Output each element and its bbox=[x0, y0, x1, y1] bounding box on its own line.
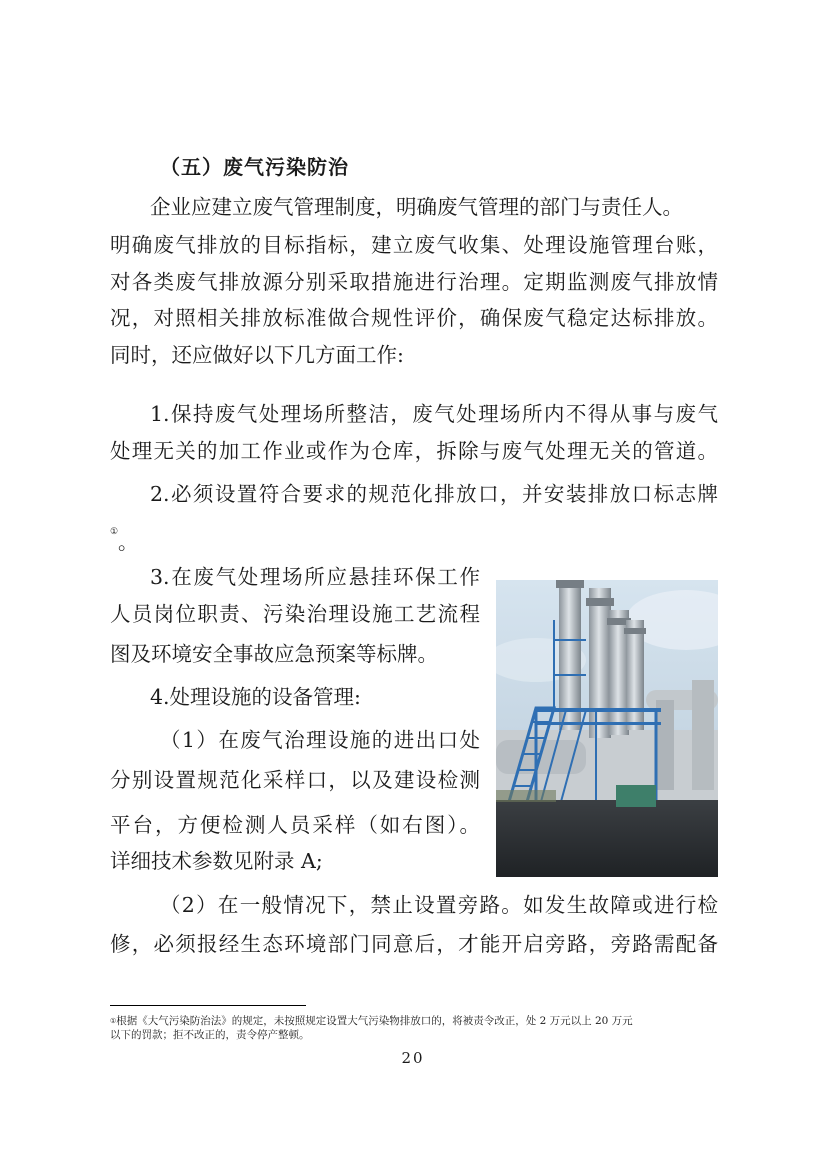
section-heading: （五）废气污染防治 bbox=[160, 155, 349, 179]
item-4-1-line: 平台，方便检测人员采样（如右图）。 bbox=[110, 813, 480, 837]
item-3-line: 人员岗位职责、污染治理设施工艺流程 bbox=[110, 602, 480, 626]
footnote-line: 以下的罚款；拒不改正的，责令停产整顿。 bbox=[110, 1029, 310, 1041]
item-4-1-line: 分别设置规范化采样口，以及建设检测 bbox=[110, 768, 480, 792]
page-number: 20 bbox=[401, 1049, 425, 1067]
item-4-1-line: 详细技术参数见附录 A; bbox=[110, 849, 323, 873]
item-3-line: 3.在废气处理场所应悬挂环保工作 bbox=[150, 565, 480, 589]
footnote-text: 根据《大气污染防治法》的规定，未按照规定设置大气污染物排放口的，将被责令改正，处 2 万元以上 20 万元 bbox=[116, 1015, 633, 1027]
item-4-2-line: 修，必须报经生态环境部门同意后，才能开启旁路，旁路需配备 bbox=[110, 932, 718, 956]
item-1-line: 1.保持废气处理场所整洁，废气处理场所内不得从事与废气 bbox=[150, 402, 718, 426]
paragraph-line: 企业应建立废气管理制度，明确废气管理的部门与责任人。 bbox=[150, 195, 683, 219]
footnote-separator bbox=[110, 1005, 306, 1006]
footnote-reference-mark[interactable]: ① bbox=[110, 527, 119, 537]
item-2-tail: 。 bbox=[118, 530, 138, 554]
paragraph-line: 况，对照相关排放标准做合规性评价，确保废气稳定达标排放。 bbox=[110, 306, 718, 330]
item-2-line: 2.必须设置符合要求的规范化排放口，并安装排放口标志牌 bbox=[150, 482, 718, 506]
item-4-heading: 4.处理设施的设备管理: bbox=[150, 685, 361, 709]
paragraph-line: 同时，还应做好以下几方面工作: bbox=[110, 343, 404, 367]
item-1-line: 处理无关的加工作业或作为仓库，拆除与废气处理无关的管道。 bbox=[110, 439, 718, 463]
item-4-2-line: （2）在一般情况下，禁止设置旁路。如发生故障或进行检 bbox=[160, 893, 718, 917]
item-3-line: 图及环境安全事故应急预案等标牌。 bbox=[110, 642, 438, 666]
paragraph-line: 对各类废气排放源分别采取措施进行治理。定期监测废气排放情 bbox=[110, 270, 718, 294]
footnote-line bbox=[110, 1015, 633, 1028]
paragraph-line: 明确废气排放的目标指标，建立废气收集、处理设施管理台账， bbox=[110, 233, 718, 257]
exhaust-stacks-platform-photo bbox=[496, 580, 718, 877]
footnote-mark: ① bbox=[110, 1017, 117, 1025]
item-4-1-line: （1）在废气治理设施的进出口处 bbox=[160, 728, 480, 752]
